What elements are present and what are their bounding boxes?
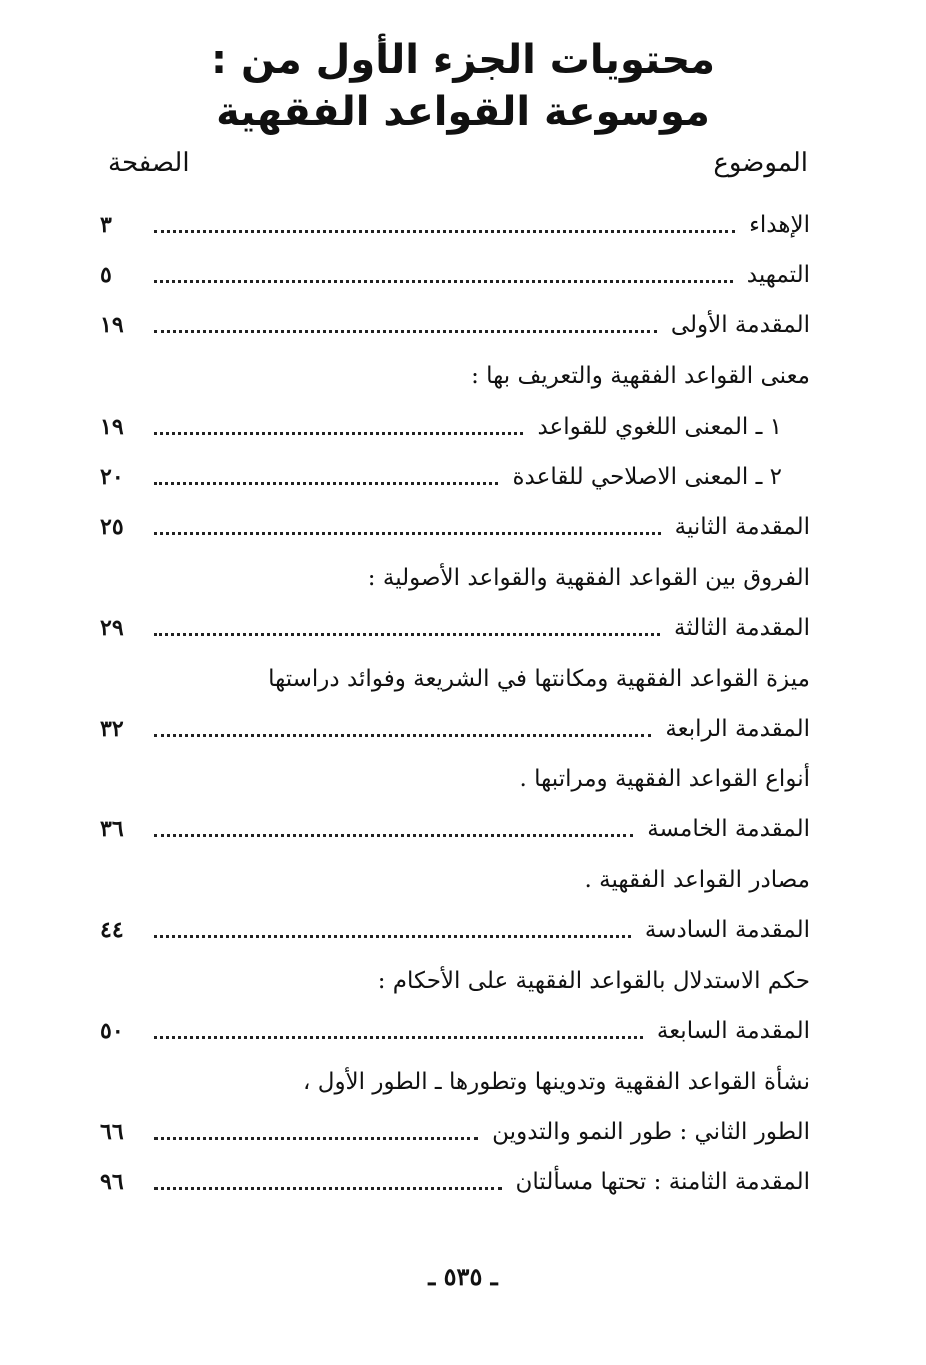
dot-leader (154, 230, 735, 233)
toc-entry (100, 1011, 810, 1051)
toc-entry-page: ٣ (100, 212, 112, 238)
dot-leader (154, 432, 523, 435)
toc-entry (100, 305, 810, 345)
toc-entry-label: المقدمة الثالثة (674, 615, 810, 641)
toc-heading-label: نشأة القواعد الفقهية وتدوينها وتطورها ـ الطور الأول ، (303, 1069, 810, 1095)
dot-leader (154, 330, 657, 333)
dot-leader (154, 532, 661, 535)
toc-entry-label: ٢ ـ المعنى الاصلاحي للقاعدة (512, 464, 782, 490)
toc-entry (100, 809, 810, 849)
toc-entry (100, 608, 810, 648)
toc-entry-label: المقدمة الخامسة (647, 816, 810, 842)
toc-entry-page: ٢٥ (100, 514, 124, 540)
toc-entry (100, 1112, 810, 1152)
page-title-line1: محتويات الجزء الأول من : (211, 37, 715, 83)
toc-entry-label: المقدمة السادسة (644, 917, 810, 943)
dot-leader (154, 935, 631, 938)
toc-entry (100, 910, 810, 950)
dot-leader (154, 280, 733, 283)
toc-entry-page: ١٩ (100, 312, 124, 338)
toc-entry (100, 709, 810, 749)
toc-heading-label: مصادر القواعد الفقهية . (584, 867, 810, 893)
toc-entry-label: المقدمة السابعة (656, 1018, 810, 1044)
toc-heading-label: حكم الاستدلال بالقواعد الفقهية على الأحكام : (377, 968, 810, 994)
toc-entry (100, 205, 810, 245)
toc-entry (100, 457, 800, 497)
toc-entry-label: المقدمة الثامنة : تحتها مسألتان (515, 1169, 810, 1195)
column-header-page: الصفحة (108, 148, 190, 178)
toc-entry-page: ٥٠ (100, 1018, 124, 1044)
toc-heading-label: أنواع القواعد الفقهية ومراتبها . (519, 766, 810, 792)
dot-leader (154, 1187, 502, 1190)
toc-entry (100, 1162, 810, 1202)
toc-section-heading (100, 659, 810, 699)
toc-entry (100, 507, 810, 547)
dot-leader (154, 734, 651, 737)
dot-leader (154, 482, 498, 485)
toc-section-heading (100, 759, 810, 799)
toc-entry-label: المقدمة الرابعة (665, 716, 810, 742)
toc-heading-label: الفروق بين القواعد الفقهية والقواعد الأصولية : (367, 565, 810, 591)
toc-entry-label: الإهداء (749, 212, 810, 238)
toc-heading-label: معنى القواعد الفقهية والتعريف بها : (471, 363, 810, 389)
toc-section-heading (100, 961, 810, 1001)
toc-heading-label: ميزة القواعد الفقهية ومكانتها في الشريعة وفوائد دراستها (268, 666, 810, 692)
toc-entry-page: ١٩ (100, 414, 124, 440)
toc-entry-page: ٩٦ (100, 1169, 124, 1195)
toc-entry-label: التمهيد (746, 262, 810, 288)
toc-entry-label: المقدمة الثانية (674, 514, 810, 540)
toc-section-heading (100, 356, 810, 396)
page-number: ـ ٥٣٥ ـ (428, 1262, 498, 1291)
toc-entry-page: ٦٦ (100, 1119, 124, 1145)
toc-entry-page: ٢٩ (100, 615, 124, 641)
toc-section-heading (100, 558, 810, 598)
dot-leader (154, 834, 633, 837)
dot-leader (154, 1137, 478, 1140)
toc-section-heading (100, 1062, 810, 1102)
toc-entry-page: ٥ (100, 262, 112, 288)
toc-entry-page: ٣٦ (100, 816, 124, 842)
page-title-line2: موسوعة القواعد الفقهية (216, 89, 710, 135)
dot-leader (154, 1036, 643, 1039)
column-header-topic: الموضوع (713, 148, 808, 178)
dot-leader (154, 633, 660, 636)
toc-entry-label: ١ ـ المعنى اللغوي للقواعد (537, 414, 782, 440)
toc-entry (100, 407, 800, 447)
toc-section-heading (100, 860, 810, 900)
toc-entry-page: ٣٢ (100, 716, 124, 742)
toc-entry-label: المقدمة الأولى (670, 312, 810, 338)
toc-entry-page: ٢٠ (100, 464, 124, 490)
toc-entry-label: الطور الثاني : طور النمو والتدوين (492, 1119, 810, 1145)
toc-entry-page: ٤٤ (100, 917, 124, 943)
toc-entry (100, 255, 810, 295)
